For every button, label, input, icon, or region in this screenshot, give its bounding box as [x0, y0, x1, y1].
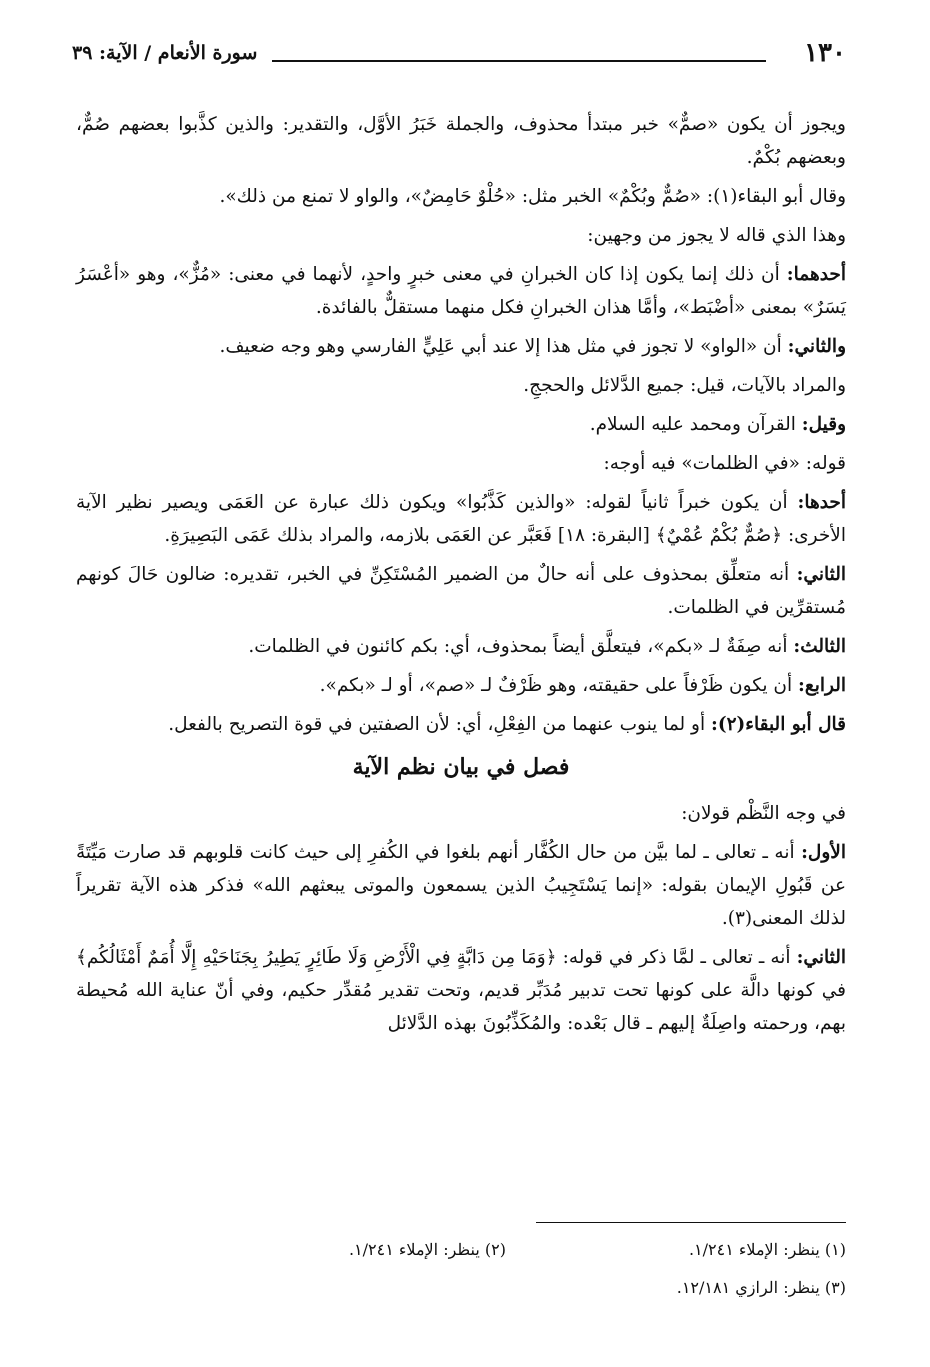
paragraph: [76, 630, 846, 663]
paragraph-text: أنه ـ تعالى ـ لمَّا ذكر في قوله: ﴿وَمَا مِن دَابَّةٍ فِي الْأَرْضِ وَلَا طَائِرٍ يَطِيرُ بِجَنَاحَيْهِ إِلَّا أُمَمٌ أَمْثَالُكُم﴾ في كونها دالَّة على كونها تحت تدبير مُدَبِّر قديم، وتحت تقدير مُقدِّر حكيم، وفي أنّ عناية الله مُحيطة بهم، ورحمته واصِلَةٌ إليهم ـ قال بَعْده: والمُكَذِّبُونَ بهذه الدَّلائل: [76, 947, 846, 1034]
page-header: [72, 38, 846, 68]
paragraph-text: أنه ـ تعالى ـ لما بيَّن من حال الكُفَّار أنهم بلغوا في الكُفرِ إلى حيث كانت قلوبهم قد صارت مَيِّتَةً عن قَبُولِ الإيمان بقوله: «إنما يَسْتَجِيبُ الذين يسمعون والموتى يبعثهم الله» فذكر هذه الآية تقريراً لذلك المعنى(٣).: [76, 842, 846, 929]
paragraph-label: الثالث:: [793, 636, 846, 657]
main-text: [76, 108, 846, 1046]
footnote-2: (٢) ينظر: الإملاء ١/٢٤١.: [348, 1240, 506, 1259]
paragraph-text: ويجوز أن يكون «صمٌّ» خبر مبتدأ محذوف، والجملة خَبَرُ الأوَّل، والتقدير: والذين كذَّبوا بعضهم صُمٌّ، وبعضهم بُكْمٌ.: [76, 114, 846, 168]
paragraph: [76, 219, 846, 252]
paragraph: [76, 108, 846, 174]
footnote-1: (١) ينظر: الإملاء ١/٢٤١.: [688, 1240, 846, 1259]
paragraph: [76, 797, 846, 830]
paragraph-text: وهذا الذي قاله لا يجوز من وجهين:: [587, 225, 846, 246]
paragraph-label: الأول:: [801, 842, 846, 863]
paragraph-label: أحدها:: [797, 492, 846, 513]
paragraph-text: أنه متعلِّق بمحذوف على أنه حالٌ من الضمير المُسْتَكِنِّ في الخبر، تقديره: ضالون حَالَ كونهم مُستقرِّين في الظلمات.: [76, 564, 846, 618]
paragraph-text: أن يكون ظَرْفاً على حقيقته، وهو ظَرْفٌ لـ «صم»، أو لـ «بكم».: [319, 675, 799, 696]
paragraph-label: الثاني:: [796, 564, 846, 585]
paragraph: [76, 941, 846, 1040]
paragraph: [76, 836, 846, 935]
paragraph: [76, 447, 846, 480]
paragraph-label: أحدهما:: [786, 264, 846, 285]
paragraph: [76, 330, 846, 363]
paragraph: [76, 408, 846, 441]
paragraph-text: في وجه النَّظْم قولان:: [681, 803, 846, 824]
paragraph-label: والثاني:: [787, 336, 846, 357]
running-title: سورة الأنعام / الآية: ٣٩: [72, 42, 258, 64]
paragraph-text: قوله: «في الظلمات» فيه أوجه:: [603, 453, 846, 474]
paragraph-text: وقال أبو البقاء(١): «صُمٌّ وبُكْمٌ» الخبر مثل: «حُلْوٌ حَامِضٌ»، والواو لا تمنع من ذلك».: [219, 186, 846, 207]
page-number: ١٣٠: [804, 38, 846, 68]
paragraph: [76, 708, 846, 741]
footnotes-row: [156, 1276, 846, 1300]
paragraph-label: وقيل:: [801, 414, 846, 435]
paragraph-text: أن يكون خبراً ثانياً لقوله: «والذين كَذَّبُوا» ويكون ذلك عبارة عن العَمَى ويصير نظير الآية الأخرى: ﴿صُمٌّ بُكْمٌ عُمْيٌ﴾ [البقرة: ١٨] فَعَبَّر عن العَمَى بلازمه، والمراد بذلك عَمَى البَصِيرَةِ.: [76, 492, 846, 546]
paragraph: [76, 369, 846, 402]
paragraph-label: الرابع:: [798, 675, 846, 696]
header-rule: [272, 60, 766, 62]
footnotes-row: [156, 1238, 846, 1262]
paragraph: [76, 180, 846, 213]
paragraph: [76, 486, 846, 552]
paragraph-text: القرآن ومحمد عليه السلام.: [589, 414, 802, 435]
paragraph-text: أن ذلك إنما يكون إذا كان الخبرانِ في معنى خبرٍ واحدٍ، لأنهما في معنى: «مُزٌّ»، وهو «أعْسَرُ يَسَرٌ» بمعنى «أضْبَط»، وأمَّا هذان الخبرانِ فكل منهما مستقلٌّ بالفائدة.: [76, 264, 846, 318]
paragraph: [76, 258, 846, 324]
paragraph-text: أن «الواو» لا تجوز في مثل هذا إلا عند أبي عَلِيٍّ الفارسي وهو وجه ضعيف.: [219, 336, 788, 357]
footnote-separator: [536, 1222, 846, 1223]
paragraph: [76, 669, 846, 702]
paragraph-text: أو لما ينوب عنهما من الفِعْلِ، أي: لأن الصفتين في قوة التصريح بالفعل.: [168, 714, 711, 735]
footnote-3: (٣) ينظر: الرازي ١٢/١٨١.: [676, 1278, 846, 1297]
section-heading: فصل في بيان نظم الآية: [352, 754, 570, 780]
paragraph-label: الثاني:: [796, 947, 846, 968]
paragraph: [76, 558, 846, 624]
paragraph-text: أنه صِفَةٌ لـ «بكم»، فيتعلَّق أيضاً بمحذوف، أي: بكم كائنون في الظلمات.: [248, 636, 794, 657]
paragraph-label: قال أبو البقاء(٢):: [711, 714, 846, 735]
paragraph-text: والمراد بالآيات، قيل: جميع الدَّلائل والحججِ.: [523, 375, 846, 396]
